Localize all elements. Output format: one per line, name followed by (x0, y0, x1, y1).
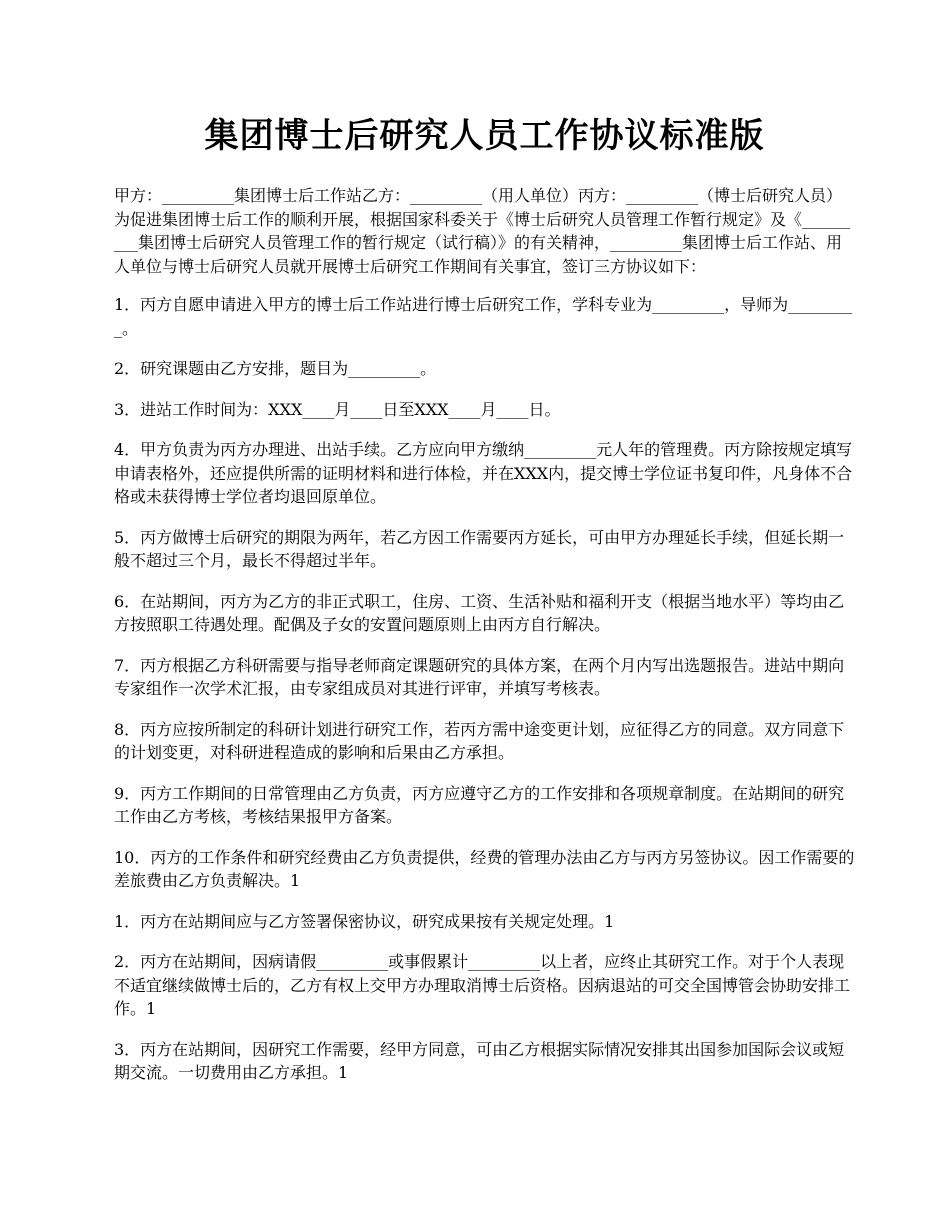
clause-12: 2．丙方在站期间，因病请假_________或事假累计_________以上者，应终止其研究工作。对于个人表现不适宜继续做博士后的，乙方有权上交甲方办理取消博士后资格。因病退站的可交全国博管会协助安排工作。1 (114, 952, 851, 1018)
intro-paragraph: 甲方：_________集团博士后工作站乙方：_________（用人单位）丙方：_________（博士后研究人员）为促进集团博士后工作的顺利开展，根据国家科委关于《博士后研究人员管理工作暂行规定》及《_________集团博士后研究人员管理工作的暂行规定（试行稿）》的有关精神，_________集团博士后工作站、用人单位与博士后研究人员就开展博士后研究工作期间有关事宜，签订三方协议如下： (114, 186, 851, 276)
clause-10: 10．丙方的工作条件和研究经费由乙方负责提供，经费的管理办法由乙方与丙方另签协议。因工作需要的差旅费由乙方负责解决。1 (114, 847, 855, 890)
clause-13: 3．丙方在站期间，因研究工作需要，经甲方同意，可由乙方根据实际情况安排其出国参加国际会议或短期交流。一切费用由乙方承担。1 (114, 1039, 845, 1082)
clause-4: 4．甲方负责为丙方办理进、出站手续。乙方应向甲方缴纳_________元人年的管理费。丙方除按规定填写申请表格外，还应提供所需的证明材料和进行体检，并在XXX内，提交博士学位证书复印件，凡身体不合格或未获得博士学位者均退回原单位。 (114, 440, 853, 506)
clause-6: 6．在站期间，丙方为乙方的非正式职工，住房、工资、生活补贴和福利开支（根据当地水平）等均由乙方按照职工待遇处理。配偶及子女的安置问题原则上由丙方自行解决。 (114, 591, 845, 634)
clause-11: 1．丙方在站期间应与乙方签署保密协议，研究成果按有关规定处理。1 (114, 911, 615, 931)
clause-7: 7．丙方根据乙方科研需要与指导老师商定课题研究的具体方案，在两个月内写出选题报告。进站中期向专家组作一次学术汇报，由专家组成员对其进行评审，并填写考核表。 (114, 655, 845, 698)
clause-8: 8．丙方应按所制定的科研计划进行研究工作，若丙方需中途变更计划，应征得乙方的同意。双方同意下的计划变更，对科研进程造成的影响和后果由乙方承担。 (114, 719, 845, 762)
clause-3: 3．进站工作时间为：XXX____月____日至XXX____月____日。 (114, 399, 561, 419)
clause-5: 5．丙方做博士后研究的期限为两年，若乙方因工作需要丙方延长，可由甲方办理延长手续，但延长期一般不超过三个月，最长不得超过半年。 (114, 527, 845, 570)
clause-9: 9．丙方工作期间的日常管理由乙方负责，丙方应遵守乙方的工作安排和各项规章制度。在站期间的研究工作由乙方考核，考核结果报甲方备案。 (114, 783, 845, 826)
clause-2: 2．研究课题由乙方安排，题目为_________。 (114, 359, 437, 378)
document-title: 集团博士后研究人员工作协议标准版 (204, 116, 765, 156)
clause-1: 1．丙方自愿申请进入甲方的博士后工作站进行博士后研究工作，学科专业为_________，导师为_________。 (114, 295, 853, 338)
